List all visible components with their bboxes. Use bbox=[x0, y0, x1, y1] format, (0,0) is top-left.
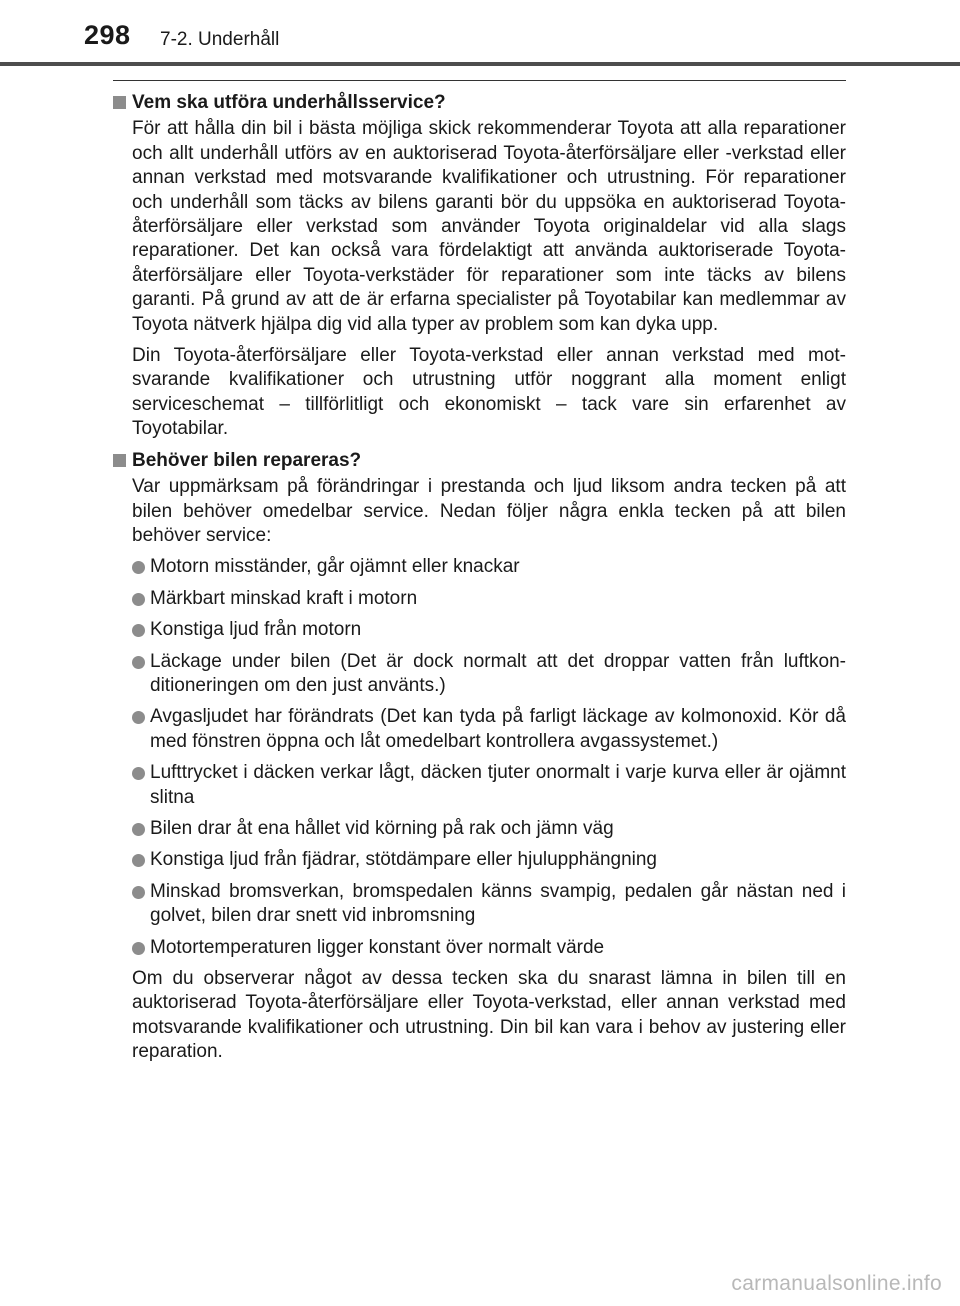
heading-text: Behöver bilen repareras? bbox=[132, 449, 362, 471]
list-item: Bilen drar åt ena hållet vid körning på rak och jämn väg bbox=[132, 817, 846, 841]
circle-bullet-icon bbox=[132, 561, 145, 574]
header-divider bbox=[0, 62, 960, 66]
list-item: Avgasljudet har förändrats (Det kan tyda på farligt läckage av kolmonoxid. Kör då med fönstren öppna och låt omedelbart kontrollera avgassystemet.) bbox=[132, 705, 846, 754]
list-item: Konstiga ljud från motorn bbox=[132, 618, 846, 642]
square-bullet-icon bbox=[113, 96, 126, 109]
circle-bullet-icon bbox=[132, 942, 145, 955]
page-content bbox=[113, 91, 846, 1072]
circle-bullet-icon bbox=[132, 854, 145, 867]
square-bullet-icon bbox=[113, 454, 126, 467]
list-item: Minskad bromsverkan, bromspedalen känns svampig, pedalen går nästan ned i golvet, bilen drar snett vid inbromsning bbox=[132, 880, 846, 929]
list-item: Motorn misständer, går ojämnt eller knackar bbox=[132, 555, 846, 579]
watermark-text: carmanualsonline.info bbox=[731, 1272, 942, 1295]
page-number: 298 bbox=[84, 20, 131, 50]
list-item: Lufttrycket i däcken verkar lågt, däcken tjuter onormalt i varje kurva eller är ojämnt slitna bbox=[132, 761, 846, 810]
circle-bullet-icon bbox=[132, 886, 145, 899]
circle-bullet-icon bbox=[132, 767, 145, 780]
list-item: Motortemperaturen ligger konstant över normalt värde bbox=[132, 936, 846, 960]
page-header bbox=[0, 0, 960, 62]
circle-bullet-icon bbox=[132, 823, 145, 836]
heading-text: Vem ska utföra underhållsservice? bbox=[132, 92, 446, 113]
paragraph-intro: Var uppmärksam på förändringar i prestanda och ljud liksom andra tecken på att bilen behöver omedelbar service. Nedan följer några enkla tecken på att bilen behöver service: bbox=[132, 476, 846, 546]
paragraph-outro: Om du observerar något av dessa tecken ska du snarast lämna in bilen till en auktoriserad Toyota-återförsäljare eller Toyota-verkstad, eller annan verkstad med motsvarande kvalifikationer och utrustning. Din bil kan vara i behov av justering eller reparation. bbox=[132, 968, 846, 1063]
circle-bullet-icon bbox=[132, 656, 145, 669]
section-title: 7-2. Underhåll bbox=[160, 29, 280, 50]
content-divider bbox=[113, 80, 846, 81]
circle-bullet-icon bbox=[132, 624, 145, 637]
symptom-list bbox=[132, 555, 846, 960]
list-item: Konstiga ljud från fjädrar, stötdämpare eller hjulupphängning bbox=[132, 848, 846, 872]
list-item: Märkbart minskad kraft i motorn bbox=[132, 587, 846, 611]
section-heading-repair bbox=[113, 449, 846, 473]
paragraph: För att hålla din bil i bästa möjliga skick rekommenderar Toyota att alla reparationer och allt underhåll utförs av en auktoriserad Toyota-återförsäljare eller -verkstad eller annan verkstad med motsvarande kvalifikationer och utrustning. För reparationer och underhåll som täcks av bilens garanti bör du uppsöka en auktoriserad Toyota-återförsäljare eller verkstad som använder Toyota originaldelar vid alla slags reparationer. Det kan också vara fördelaktigt att använda auktoriserade Toyota-återförsäljare eller Toyota-verkstäder för reparationer som inte täcks av bilens garanti. På grund av att de är erfarna specialister på Toyotabilar kan medlemmar av Toyota nätverk hjälpa dig vid alla typer av problem som kan dyka upp. bbox=[132, 118, 846, 335]
circle-bullet-icon bbox=[132, 711, 145, 724]
section-heading-service bbox=[113, 91, 846, 115]
paragraph: Din Toyota-återförsäljare eller Toyota-verkstad eller annan verkstad med motsvarande kvalifikationer och utrustning utför noggrant alla moment enligt serviceschemat – tillförlitligt och ekonomiskt – tack vare sin erfarenhet av Toyotabilar. bbox=[132, 345, 846, 440]
circle-bullet-icon bbox=[132, 593, 145, 606]
list-item: Läckage under bilen (Det är dock normalt att det droppar vatten från luftkonditioneringen om den just använts.) bbox=[132, 650, 846, 699]
